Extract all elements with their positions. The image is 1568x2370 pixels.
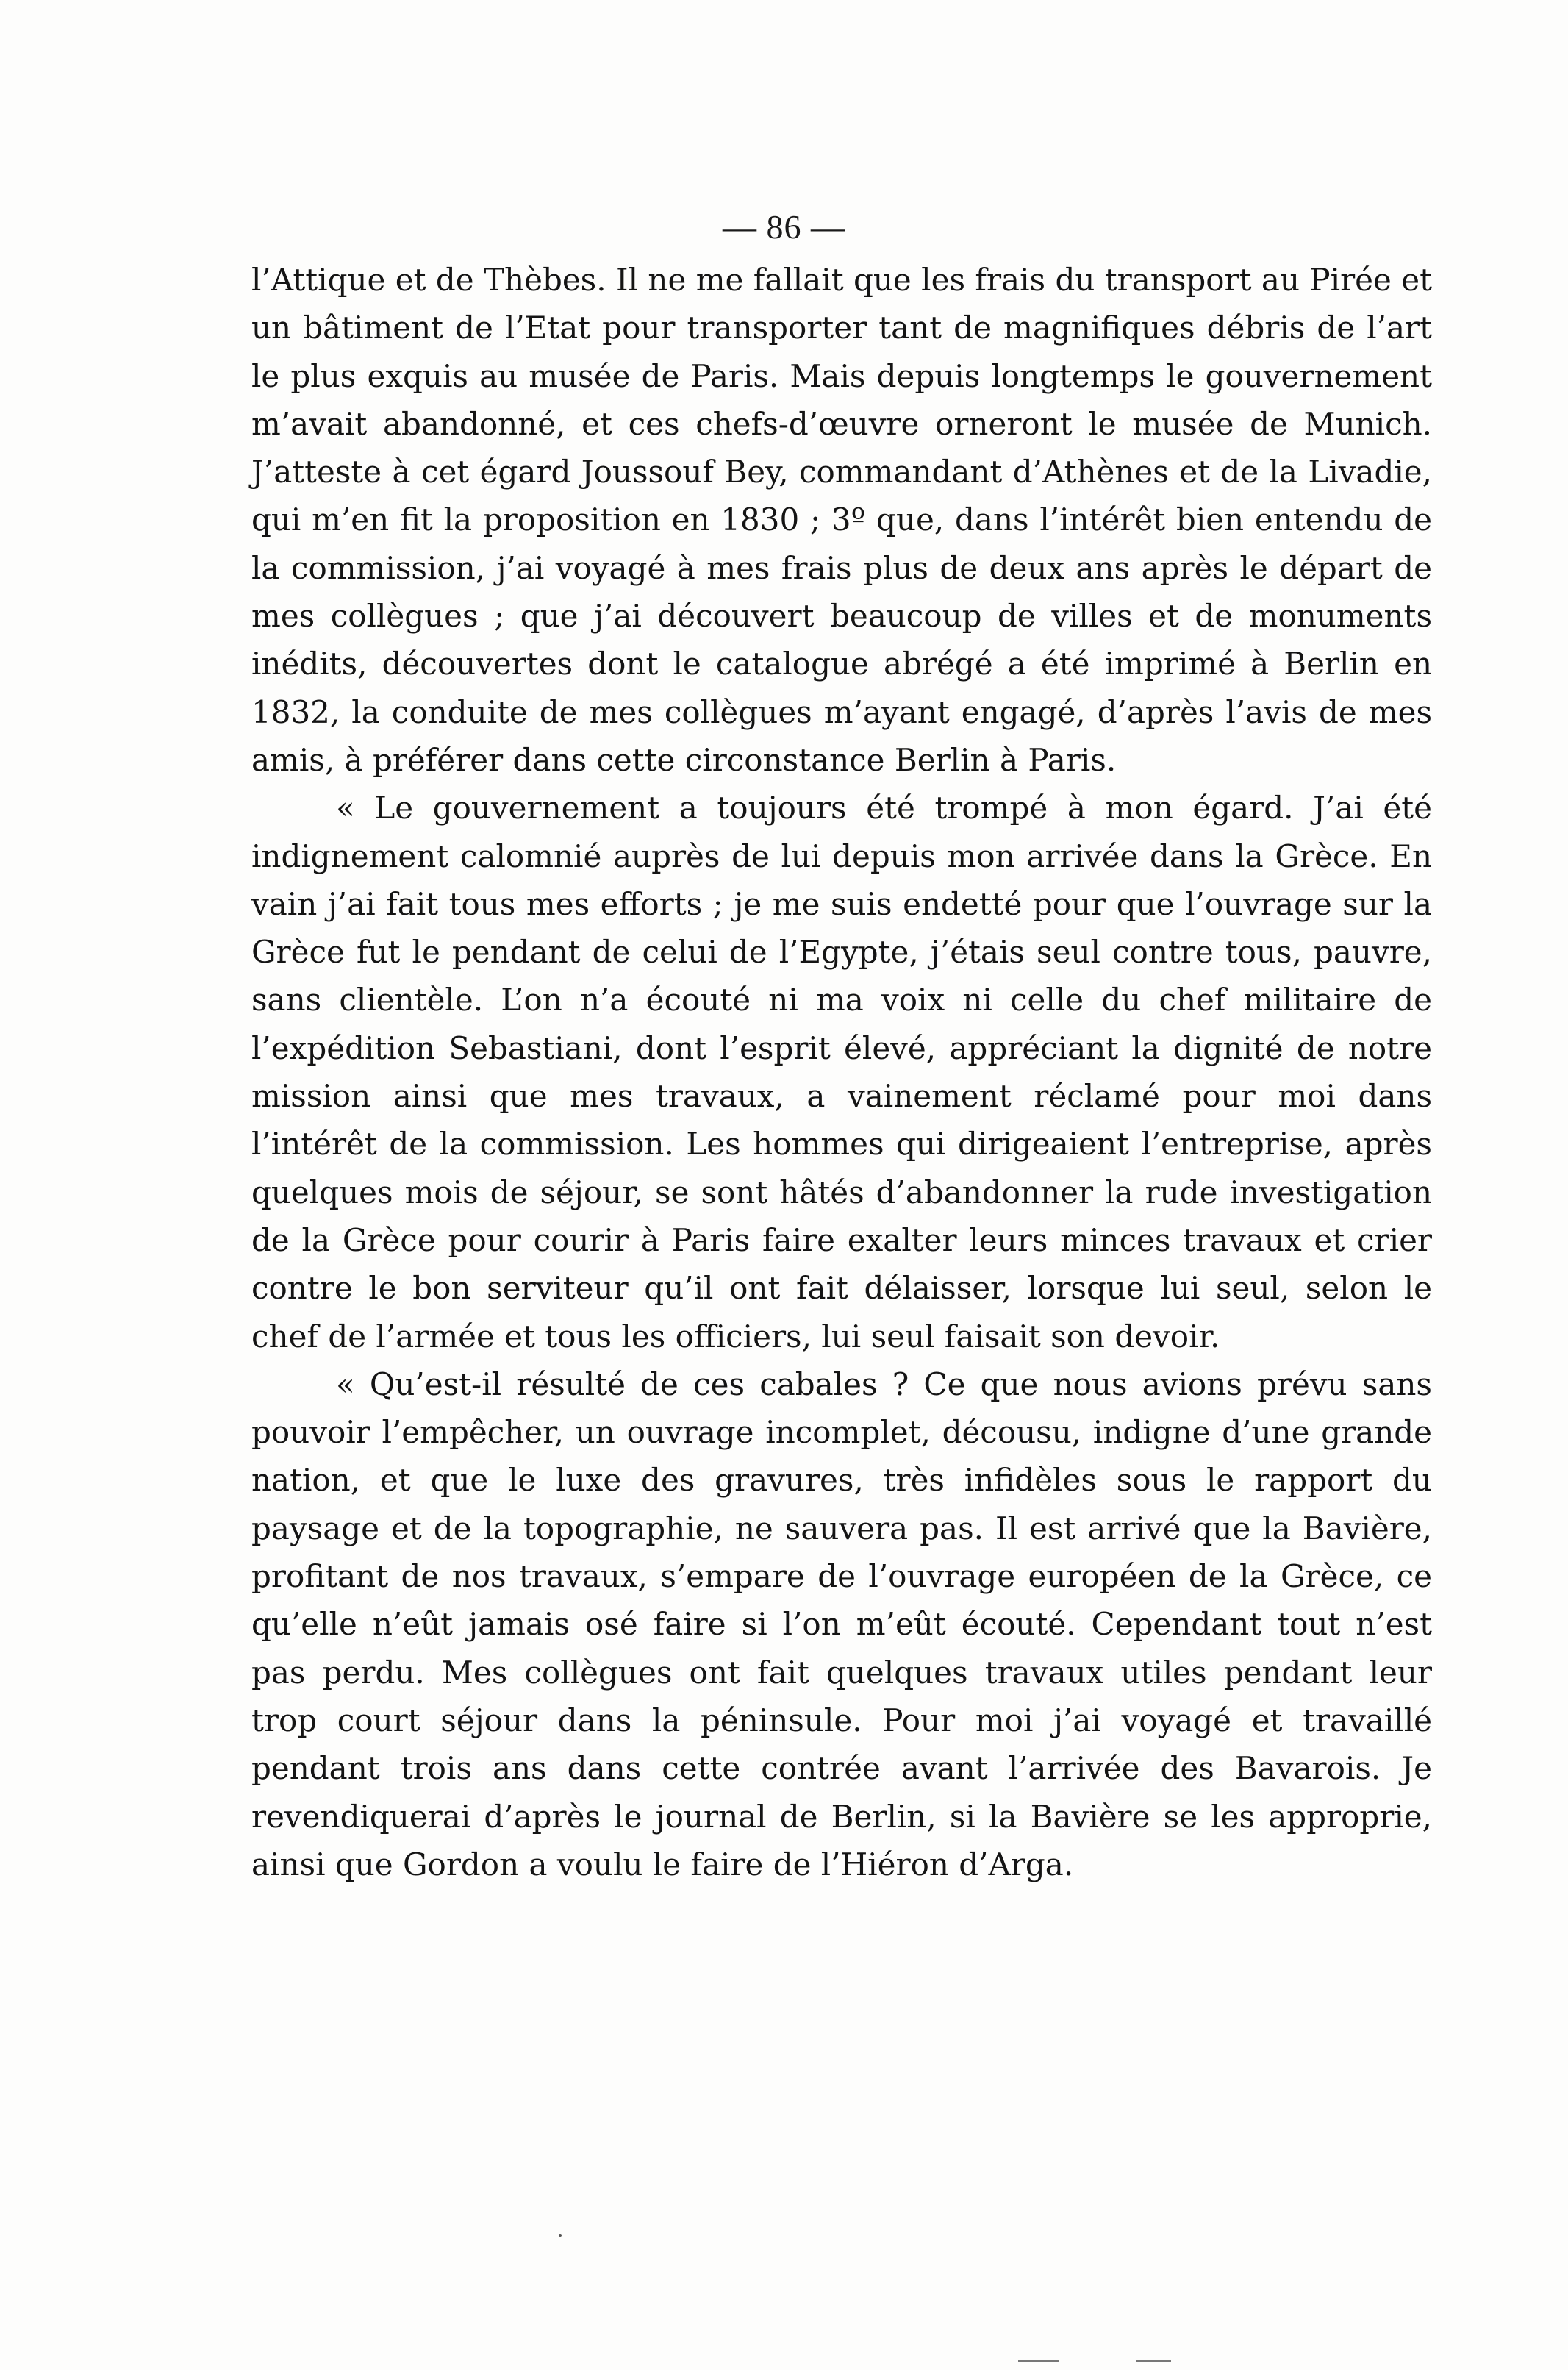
body-text — [251, 256, 1432, 1888]
scan-edge-mark — [1018, 2360, 1059, 2362]
paragraph-2: « Le gouvernement a toujours été trompé à mon égard. J’ai été indignement calomnié auprès de lui depuis mon arrivée dans la Grèce. En vain j’ai fait tous mes efforts ; je me suis endetté pour que l’ouvrage sur la Grèce fut le pendant de celui de l’Egypte, j’étais seul contre tous, pauvre, sans clientèle. L’on n’a écouté ni ma voix ni celle du chef militaire de l’expédition Sebastiani, dont l’esprit élevé, appréciant la dignité de notre mission ainsi que mes travaux, a vainement réclamé pour moi dans l’intérêt de la commission. Les hommes qui dirigeaient l’entreprise, après quelques mois de séjour, se sont hâtés d’abandonner la rude investigation de la Grèce pour courir à Paris faire exalter leurs minces travaux et crier contre le bon serviteur qu’il ont fait délaisser, lorsque lui seul, selon le chef de l’armée et tous les officiers, lui seul faisait son devoir. — [251, 790, 1432, 1354]
paragraph-1: l’Attique et de Thèbes. Il ne me fallait que les frais du transport au Pirée et un bâtiment de l’Etat pour transporter tant de magnifiques débris de l’art le plus exquis au musée de Paris. Mais depuis longtemps le gouvernement m’avait abandonné, et ces chefs-d’œuvre orneront le musée de Munich. J’atteste à cet égard Joussouf Bey, commandant d’Athènes et de la Livadie, qui m’en fit la proposition en 1830 ; 3º que, dans l’intérêt bien entendu de la commission, j’ai voyagé à mes frais plus de deux ans après le départ de mes collègues ; que j’ai découvert beaucoup de villes et de monuments inédits, découvertes dont le catalogue abrégé a été imprimé à Berlin en 1832, la conduite de mes collègues m’ayant engagé, d’après l’avis de mes amis, à préférer dans cette circonstance Berlin à Paris. — [251, 262, 1432, 778]
page-number: — 86 — — [723, 208, 845, 246]
scan-edge-mark — [1136, 2360, 1171, 2362]
scan-speck — [559, 2234, 562, 2237]
paragraph-3: « Qu’est-il résulté de ces cabales ? Ce que nous avions prévu sans pouvoir l’empêcher, un ouvrage incomplet, décousu, indigne d’une grande nation, et que le luxe des gravures, très infidèles sous le rapport du paysage et de la topographie, ne sauvera pas. Il est arrivé que la Bavière, profitant de nos travaux, s’empare de l’ouvrage européen de la Grèce, ce qu’elle n’eût jamais osé faire si l’on m’eût écouté. Cependant tout n’est pas perdu. Mes collègues ont fait quelques travaux utiles pendant leur trop court séjour dans la péninsule. Pour moi j’ai voyagé et travaillé pendant trois ans dans cette contrée avant l’arrivée des Bavarois. Je revendiquerai d’après le journal de Berlin, si la Bavière se les approprie, ainsi que Gordon a voulu le faire de l’Hiéron d’Arga. — [251, 1366, 1432, 1882]
